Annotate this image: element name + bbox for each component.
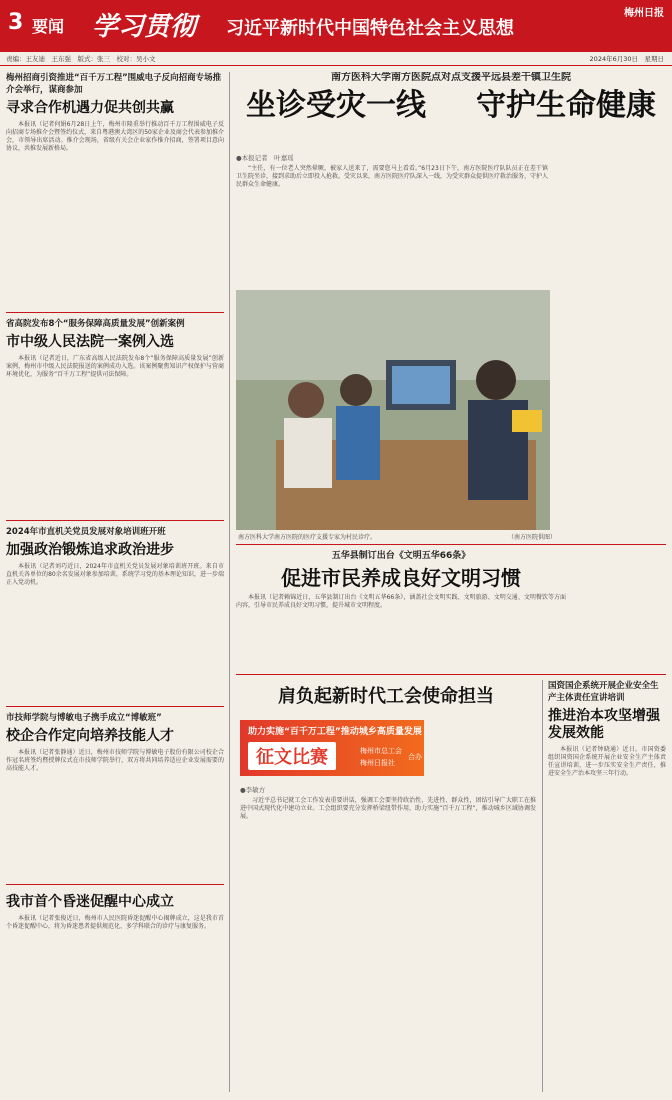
lead-body-continued [556,150,666,540]
section-theme: 习近平新时代中国特色社会主义思想 [226,18,514,39]
article-civilization-continued [572,550,666,670]
article-court [6,318,224,516]
article-body: 本报讯（记者赖锦近日，五华县制订出台《文明五华66条》，涵盖社会文明实践、文明旅游、文明交通、文明餐饮等方面内容，引导市民养成良好文明习惯，提升城市文明程度。 [236,594,566,610]
photo-scene [236,290,550,530]
banner-org-paper: 梅州日报社 [360,759,395,767]
article-headline[interactable]: 加强政治锻炼追求政治进步 [6,542,174,558]
page-number: 3 [8,10,24,35]
article-safety [548,680,666,1092]
lead-body-text: “主任，有一位老人突然晕厥，被家人送来了，需要您马上看看。”6月23日下午，南方医院医疗队队员正在差干镇卫生院坐诊，接到求助后立即投入抢救。受灾以来，南方医院医疗队深入一线，为受灾群众提供医疗救治服务，守护人民群众生命健康。 [236,165,548,189]
lead-body [236,150,548,282]
article-headline[interactable]: 市中级人民法院一案例入选 [6,334,174,350]
article-civilization [236,550,566,670]
staff-credits: 责编：王友迪 王东强 版式：张三 校对：吴小文 [6,55,156,63]
article-headline[interactable]: 促进市民养成良好文明习惯 [281,566,521,590]
article-body: 本报讯（记者张俊近日，梅州市人民医院昏迷促醒中心揭牌成立，这是我市首个昏迷促醒中心，将为昏迷患者提供规范化、多学科联合的诊疗与康复服务。 [6,914,224,930]
section-calligraphy: 学习贯彻 [92,12,197,42]
article-kicker: 市技师学院与博敏电子携手成立“博敏班” [6,713,162,723]
lead-header [236,72,666,148]
article-coma-center [6,890,224,1095]
article-body: 本报讯（记者近日，广东省高级人民法院发布8个“服务保障高质量发展”创新案例，梅州市中级人民法院报送的案例成功入选。该案例聚焦知识产权保护与营商环境优化，为服务“百千万工程”提供司法保障。 [6,354,224,379]
article-kicker: 五华县制订出台《文明五华66条》 [331,551,471,561]
article-body: 本报讯（记者张静通）近日，梅州市技师学院与博敏电子股份有限公司校企合作冠名班签约暨授牌仪式在市技师学院举行，双方将共同培养适应企业发展需要的高技能人才。 [6,748,224,773]
masthead [0,0,672,52]
essay-byline: ●李敏方 [240,786,266,794]
article-headline[interactable]: 校企合作定向培养技能人才 [6,728,174,744]
article-headline[interactable]: 寻求合作机遇力促共创共赢 [6,100,174,116]
issue-date: 2024年6月30日 星期日 [589,55,664,63]
essay-body [240,782,536,1092]
newspaper-brand: 梅州日报 [624,8,664,19]
lead-photo-credit: （南方医院供图） [507,534,556,541]
essay-side-text [428,720,536,780]
meta-bar [0,52,672,66]
article-body: 本报讯（记者钟晓通）近日，市国资委组织国资国企系统开展企业安全生产主体责任宣讲培训，进一步压实安全生产责任，推进安全生产治本攻坚三年行动。 [548,745,666,778]
essay-contest-banner [240,720,424,776]
article-body: 本报讯（记者刘巧近日，2024年市直机关党员发展对象培训班开班。来自市直机关各单位的80余名发展对象参加培训，系统学习党的基本理论知识，进一步端正入党动机。 [6,562,224,587]
essay-headline-box [236,680,536,716]
article-kicker: 国资国企系统开展企业安全生产主体责任宣讲培训 [548,681,659,703]
lead-kicker: 南方医科大学南方医院点对点支援平远县差干镇卫生院 [331,72,571,83]
article-kicker: 梅州招商引资推进“百千万工程”围威电子反向招商专场推介会举行，谋商参加 [6,73,222,95]
article-headline[interactable]: 我市首个昏迷促醒中心成立 [6,894,174,910]
essay-body-text: 习近平总书记就工会工作发表重要讲话，强调工会要坚持政治性、先进性、群众性，团结引导广大职工在推进中国式现代化中建功立业。工会组织要充分发挥桥梁纽带作用，助力实施“百千万工程”，推动城乡区域协调发展。 [240,797,536,821]
essay-headline[interactable]: 肩负起新时代工会使命担当 [278,686,494,707]
lead-headline-left[interactable]: 坐诊受灾一线 [246,88,426,123]
banner-org-union: 梅州市总工会 [360,747,402,755]
banner-contest-label: 征文比赛 [248,742,336,770]
article-party-training [6,526,224,702]
article-kicker: 省高院发布8个“服务保障高质量发展”创新案例 [6,319,185,329]
article-kicker: 2024年市直机关党员发展对象培训班开班 [6,527,166,537]
article-headline[interactable]: 推进治本攻坚增强发展效能 [548,708,660,741]
section-name: 要闻 [32,17,65,36]
lead-photo[interactable] [236,290,550,530]
banner-org-cohost: 合办 [408,753,422,761]
article-investment [6,72,224,308]
article-body: 本报讯（记者何娟6月28日上午，梅州市隆重举行推动百千万工程围威电子反向招商专场推介会暨签约仪式，来自粤港澳大湾区的50家企业及商会代表参加推介会，市领导出席活动。推介会现场，省级有关会企业家作推介招商，签署项目意向协议，共推发展新格局。 [6,120,224,153]
lead-photo-caption: 南方医科大学南方医院的医疗支援专家为村民诊疗。 [238,534,377,541]
article-school-enterprise [6,712,224,880]
lead-headline-right[interactable]: 守护生命健康 [476,88,656,123]
lead-byline: ●本报记者 叶嘉瑶 [236,154,294,162]
banner-title: 助力实施“百千万工程”推动城乡高质量发展 [248,727,422,737]
